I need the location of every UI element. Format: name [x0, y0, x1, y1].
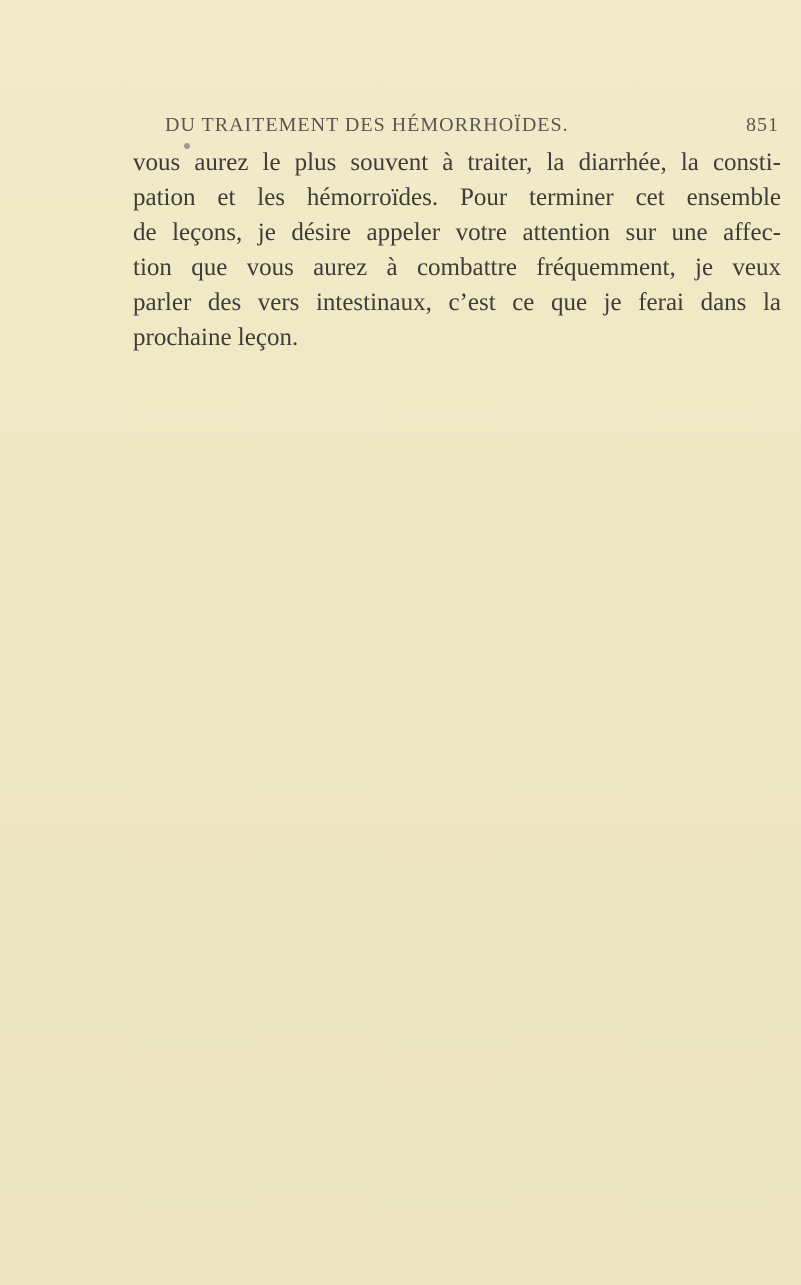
text-line: pation et les hémorroïdes. Pour terminer cet ensemble: [133, 184, 781, 211]
text-line: vous aurez le plus souvent à traiter, la diarrhée, la consti-: [133, 149, 781, 176]
text-line: de leçons, je désire appeler votre attention sur une affec-: [133, 219, 781, 246]
text-line: tion que vous aurez à combattre fréquemment, je veux: [133, 254, 781, 281]
running-head: [165, 114, 779, 140]
page-number: 851: [746, 114, 779, 136]
running-title: DU TRAITEMENT DES HÉMORRHOÏDES.: [165, 114, 569, 136]
text-line: prochaine leçon.: [133, 324, 299, 351]
body-paragraph: [133, 145, 781, 355]
text-line: parler des vers intestinaux, c’est ce que je ferai dans la: [133, 289, 781, 316]
